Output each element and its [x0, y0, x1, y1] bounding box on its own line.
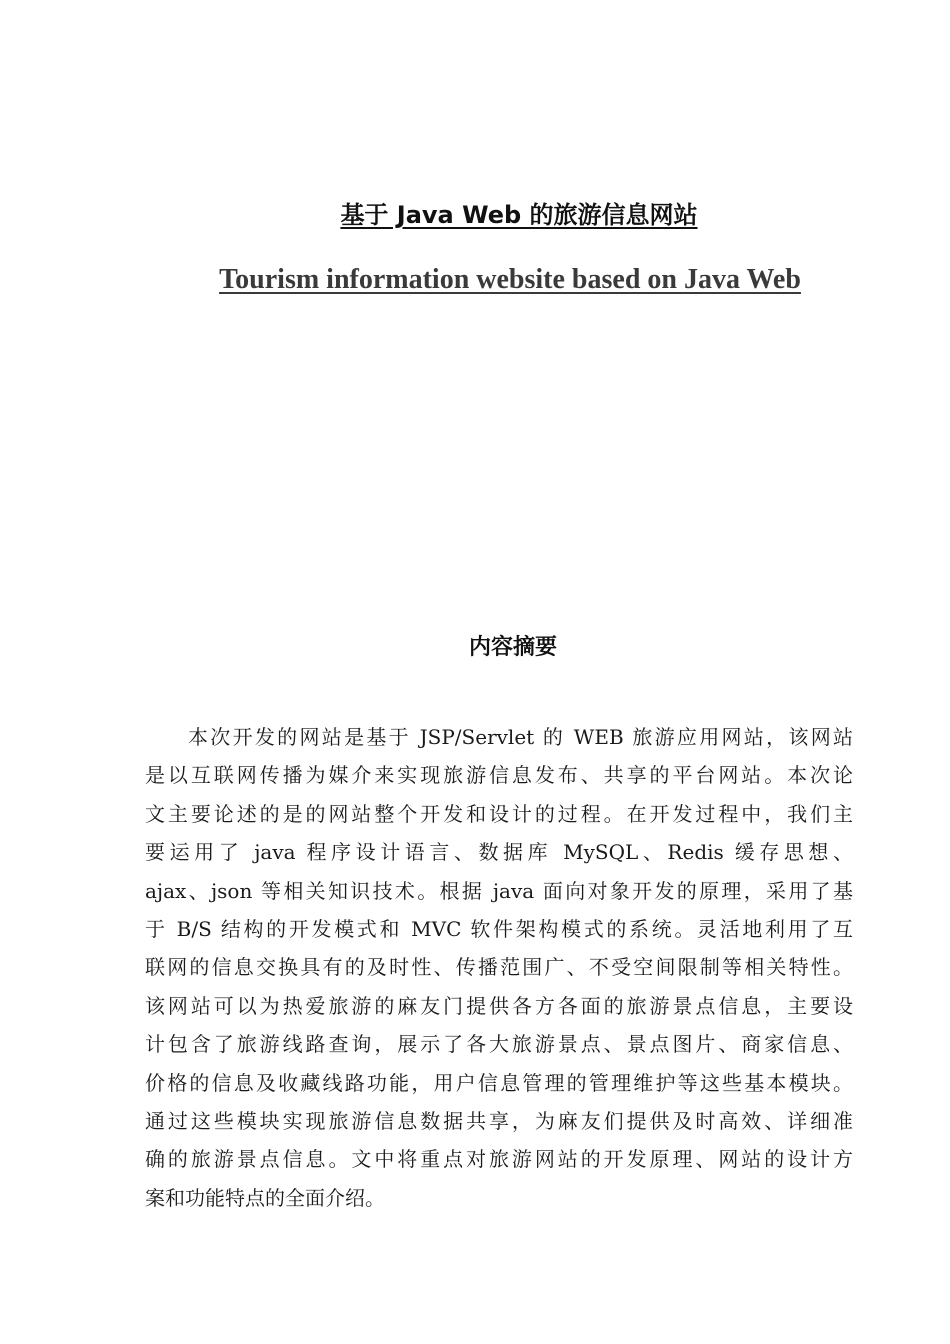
abstract-body	[145, 718, 853, 1217]
abstract-line: 于 B/S 结构的开发模式和 MVC 软件架构模式的系统。灵活地利用了互	[145, 916, 853, 941]
abstract-line: 文主要论述的是的网站整个开发和设计的过程。在开发过程中，我们主	[145, 801, 853, 826]
title-chinese: 基于 Java Web 的旅游信息网站	[340, 201, 698, 229]
abstract-line: 该网站可以为热爱旅游的麻友门提供各方各面的旅游景点信息，主要设	[145, 993, 853, 1018]
abstract-line: 计包含了旅游线路查询，展示了各大旅游景点、景点图片、商家信息、	[145, 1032, 853, 1057]
abstract-line: 联网的信息交换具有的及时性、传播范围广、不受空间限制等相关特性。	[145, 955, 853, 980]
abstract-line: 本次开发的网站是基于 JSP/Servlet 的 WEB 旅游应用网站，该网站	[188, 725, 853, 749]
abstract-line: ajax、json 等相关知识技术。根据 java 面向对象开发的原理，采用了基	[145, 878, 853, 903]
abstract-line: 通过这些模块实现旅游信息数据共享，为麻友们提供及时高效、详细准	[145, 1108, 853, 1133]
abstract-line: 案和功能特点的全面介绍。	[145, 1185, 385, 1210]
abstract-line: 价格的信息及收藏线路功能，用户信息管理的管理维护等这些基本模块。	[145, 1070, 853, 1095]
abstract-line: 要运用了 java 程序设计语言、数据库 MySQL、Redis 缓存思想、	[145, 840, 853, 865]
abstract-line: 确的旅游景点信息。文中将重点对旅游网站的开发原理、网站的设计方	[145, 1147, 853, 1172]
title-english: Tourism information website based on Java Web	[219, 264, 801, 295]
abstract-heading: 内容摘要	[468, 635, 557, 660]
abstract-line: 是以互联网传播为媒介来实现旅游信息发布、共享的平台网站。本次论	[145, 763, 853, 788]
